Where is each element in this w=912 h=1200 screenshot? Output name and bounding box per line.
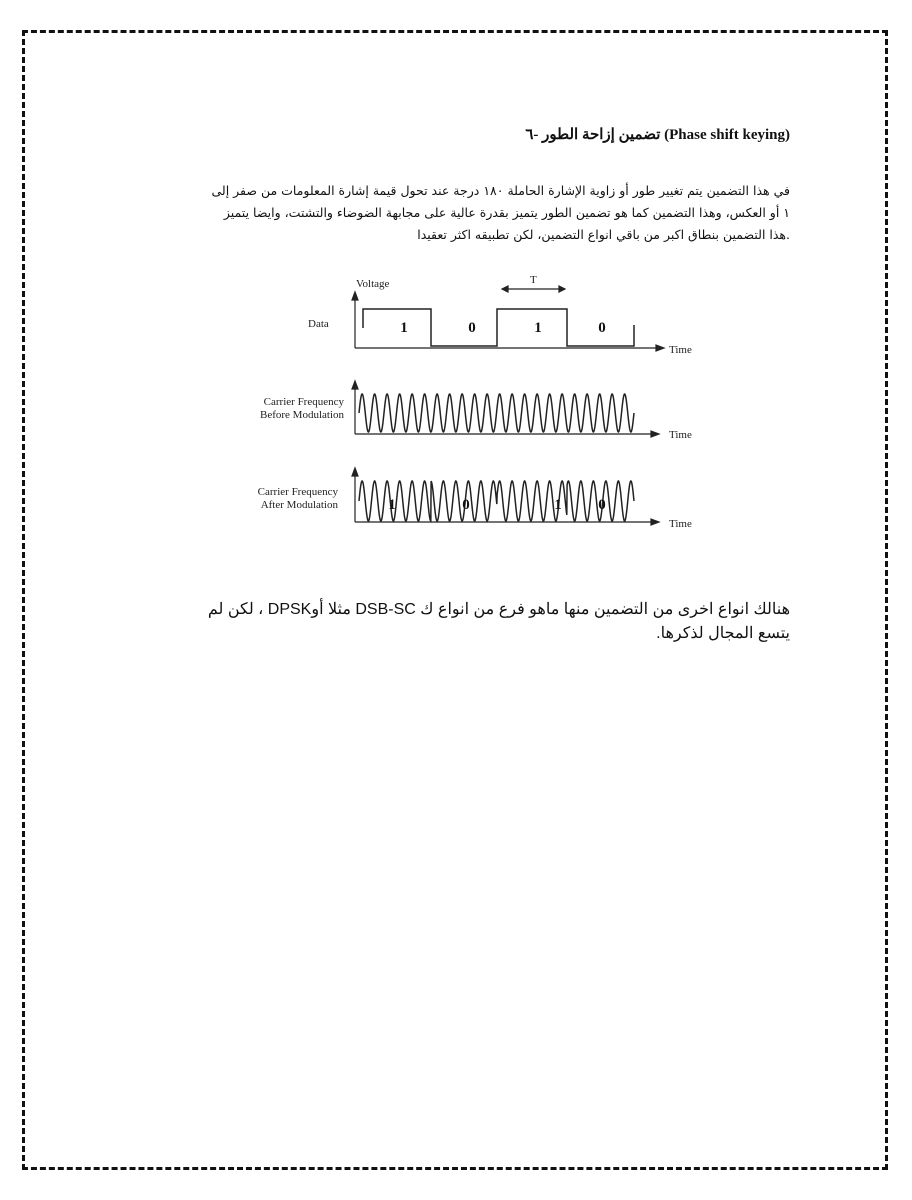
carrier-before-x-arrow (651, 431, 659, 437)
carrier-before-label-line1: Carrier Frequency (263, 396, 344, 408)
paragraph-line: ١ أو العكس، وهذا التضمين كما هو تضمين الطور يتميز بقدرة عالية على مجابهة الضوضاء والتشتت، وايضا يتميز (223, 205, 790, 220)
data-label: Data (308, 318, 329, 330)
data-bit-label: 0 (598, 320, 606, 336)
time-label: Time (669, 518, 692, 530)
period-label: T (530, 274, 537, 286)
carrier-after-label-line2: After Modulation (260, 499, 338, 511)
carrier-after-y-arrow (352, 468, 358, 476)
carrier-after-waveform (359, 481, 634, 521)
paragraph-line: هنالك انواع اخرى من التضمين منها ماهو فرع من انواع ك DSB-SC مثلا أوDPSK ، لكن لم (207, 601, 790, 618)
data-x-arrow (656, 345, 664, 351)
modulated-bit-label: 0 (598, 497, 606, 513)
section-heading: (Phase shift keying) تضمين إزاحة الطور -٦ (525, 127, 790, 143)
time-label: Time (669, 344, 692, 356)
voltage-label: Voltage (356, 278, 390, 290)
modulated-bit-label: 0 (462, 497, 470, 513)
paragraph-line: يتسع المجال لذكرها. (656, 625, 790, 642)
time-label: Time (669, 429, 692, 441)
modulated-bit-label: 1 (388, 497, 396, 513)
data-bit-label: 0 (468, 320, 476, 336)
closing-paragraph (110, 598, 790, 646)
paragraph-line: في هذا التضمين يتم تغيير طور أو زاوية الإشارة الحاملة ١٨٠ درجة عند تحول قيمة إشارة المعلومات من صفر إلى (211, 183, 790, 198)
paragraph-line: .هذا التضمين بنطاق اكبر من باقي انواع التضمين، لكن تطبيقه اكثر تعقيدا (417, 227, 790, 242)
carrier-after-label-line1: Carrier Frequency (257, 486, 338, 498)
data-y-arrow (352, 292, 358, 300)
carrier-before-waveform (359, 394, 634, 432)
period-arrow-right (559, 286, 565, 292)
carrier-before-label-line2: Before Modulation (259, 409, 344, 421)
data-bit-label: 1 (400, 320, 408, 336)
carrier-before-y-arrow (352, 381, 358, 389)
modulated-bit-label: 1 (554, 497, 562, 513)
carrier-after-x-arrow (651, 519, 659, 525)
period-arrow-left (502, 286, 508, 292)
data-bit-label: 1 (534, 320, 542, 336)
